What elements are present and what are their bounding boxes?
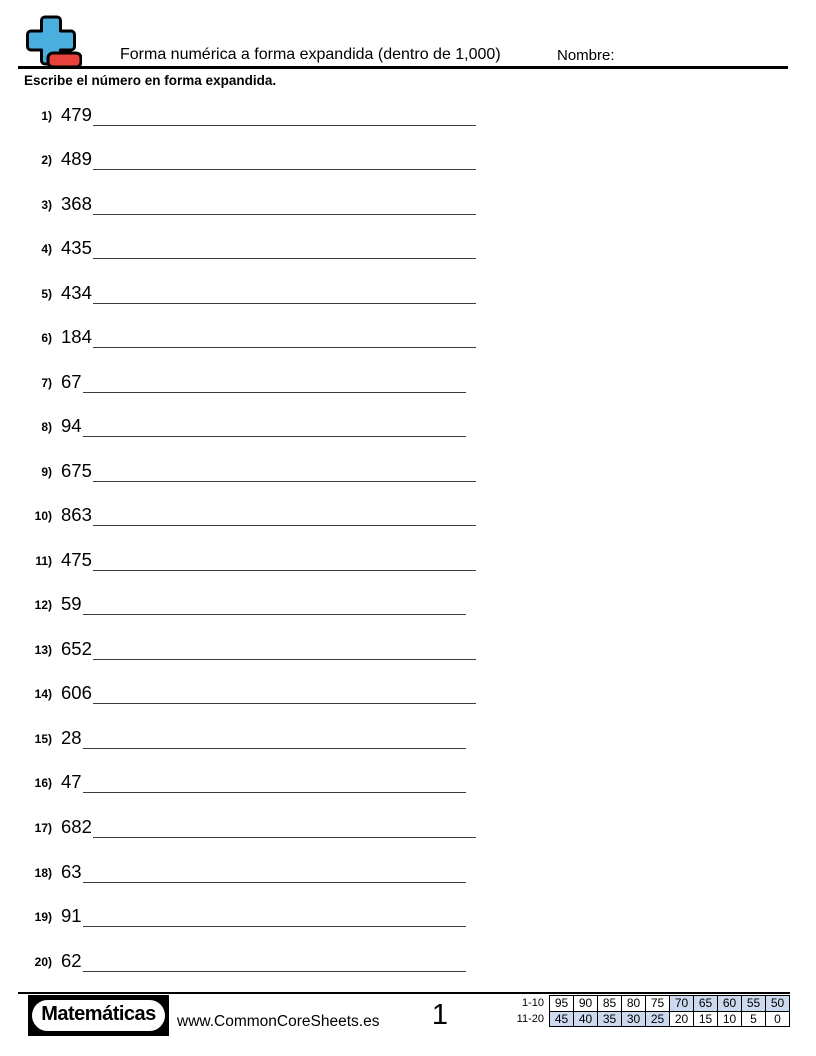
problem-row — [26, 767, 466, 793]
problem-number-label: 12) — [34, 598, 52, 613]
brand-badge — [28, 995, 169, 1036]
problem-value: 47 — [61, 771, 82, 793]
score-cell: 55 — [742, 996, 766, 1012]
problem-number-label: 3) — [41, 197, 52, 212]
answer-blank-line — [83, 900, 466, 927]
problem-row — [26, 233, 476, 259]
answer-blank-line — [83, 588, 466, 615]
problem-number-label: 17) — [34, 820, 52, 835]
problem-number-label: 16) — [34, 776, 52, 791]
score-cell: 0 — [766, 1011, 790, 1027]
answer-blank-line — [83, 366, 466, 393]
score-cell: 60 — [718, 996, 742, 1012]
score-cell: 5 — [742, 1011, 766, 1027]
problem-value: 62 — [61, 949, 82, 971]
problem-value: 67 — [61, 370, 82, 392]
score-cell: 40 — [574, 1011, 598, 1027]
answer-blank-line — [93, 143, 476, 170]
score-table — [495, 995, 790, 1027]
score-table-body — [495, 996, 790, 1027]
problem-number-label: 20) — [34, 954, 52, 969]
problem-row — [26, 946, 466, 972]
problem-number-label: 19) — [34, 910, 52, 925]
problem-row — [26, 857, 466, 883]
problem-row — [26, 411, 466, 437]
answer-blank-line — [93, 188, 476, 215]
score-cell: 45 — [550, 1011, 574, 1027]
problem-value: 435 — [61, 237, 92, 259]
problem-number-label: 14) — [34, 687, 52, 702]
answer-blank-line — [83, 856, 466, 883]
score-table-row — [495, 996, 790, 1012]
problem-number-label: 5) — [41, 286, 52, 301]
answer-blank-line — [93, 321, 476, 348]
instruction-text: Escribe el número en forma expandida. — [24, 73, 277, 88]
score-cell: 75 — [646, 996, 670, 1012]
problem-value: 479 — [61, 103, 92, 125]
problem-number-label: 11) — [35, 553, 52, 568]
problem-value: 606 — [61, 682, 92, 704]
score-cell: 80 — [622, 996, 646, 1012]
problem-value: 94 — [61, 415, 82, 437]
score-cell: 15 — [694, 1011, 718, 1027]
answer-blank-line — [93, 544, 476, 571]
problem-value: 63 — [61, 860, 82, 882]
problem-row — [26, 367, 466, 393]
score-cell: 30 — [622, 1011, 646, 1027]
problem-value: 28 — [61, 726, 82, 748]
problem-number-label: 7) — [41, 375, 52, 390]
problem-row — [26, 634, 476, 660]
website-text: www.CommonCoreSheets.es — [177, 1013, 380, 1030]
problem-row — [26, 100, 476, 126]
brand-label: Matemáticas — [32, 1000, 165, 1031]
score-cell: 50 — [766, 996, 790, 1012]
problem-row — [26, 322, 476, 348]
problem-value: 652 — [61, 637, 92, 659]
problem-row — [26, 500, 476, 526]
page-number: 1 — [431, 999, 449, 1031]
answer-blank-line — [93, 811, 476, 838]
problem-value: 475 — [61, 548, 92, 570]
answer-blank-line — [93, 633, 476, 660]
answer-blank-line — [93, 455, 476, 482]
name-label: Nombre: — [557, 47, 615, 64]
problem-row — [26, 812, 476, 838]
answer-blank-line — [93, 499, 476, 526]
score-cell: 85 — [598, 996, 622, 1012]
answer-blank-line — [83, 722, 466, 749]
problem-row — [26, 545, 476, 571]
answer-blank-line — [93, 677, 476, 704]
score-cell: 70 — [670, 996, 694, 1012]
answer-blank-line — [93, 277, 476, 304]
problem-number-label: 2) — [41, 153, 52, 168]
problem-value: 434 — [61, 281, 92, 303]
answer-blank-line — [83, 410, 466, 437]
score-cell: 35 — [598, 1011, 622, 1027]
problem-number-label: 18) — [34, 865, 52, 880]
problem-value: 863 — [61, 504, 92, 526]
problem-number-label: 15) — [34, 731, 52, 746]
problem-value: 489 — [61, 148, 92, 170]
score-cell: 65 — [694, 996, 718, 1012]
problem-row — [26, 723, 466, 749]
problem-value: 675 — [61, 459, 92, 481]
problem-row — [26, 144, 476, 170]
score-range-label: 11-20 — [495, 1011, 550, 1027]
score-range-label: 1-10 — [495, 996, 550, 1012]
answer-blank-line — [93, 99, 476, 126]
problem-row — [26, 456, 476, 482]
problem-number-label: 6) — [41, 331, 52, 346]
problem-number-label: 4) — [41, 242, 52, 257]
answer-blank-line — [83, 766, 466, 793]
problem-row — [26, 589, 466, 615]
problem-number-label: 10) — [34, 509, 52, 524]
plus-minus-logo-icon — [22, 14, 82, 70]
problem-value: 59 — [61, 593, 82, 615]
problem-number-label: 1) — [41, 108, 52, 123]
score-cell: 95 — [550, 996, 574, 1012]
score-table-row — [495, 1011, 790, 1027]
answer-blank-line — [93, 232, 476, 259]
score-cell: 10 — [718, 1011, 742, 1027]
problem-number-label: 13) — [34, 642, 52, 657]
problem-row — [26, 278, 476, 304]
problem-number-label: 9) — [41, 464, 52, 479]
problem-row — [26, 901, 466, 927]
header-divider — [18, 66, 788, 69]
problem-row — [26, 189, 476, 215]
score-cell: 25 — [646, 1011, 670, 1027]
answer-blank-line — [83, 945, 466, 972]
problem-value: 682 — [61, 815, 92, 837]
score-cell: 90 — [574, 996, 598, 1012]
page-title: Forma numérica a forma expandida (dentro de 1,000) — [120, 46, 501, 63]
problem-value: 91 — [61, 905, 82, 927]
footer-divider — [18, 992, 790, 994]
problem-value: 368 — [61, 192, 92, 214]
score-cell: 20 — [670, 1011, 694, 1027]
problem-number-label: 8) — [41, 420, 52, 435]
problem-value: 184 — [61, 326, 92, 348]
problem-row — [26, 678, 476, 704]
